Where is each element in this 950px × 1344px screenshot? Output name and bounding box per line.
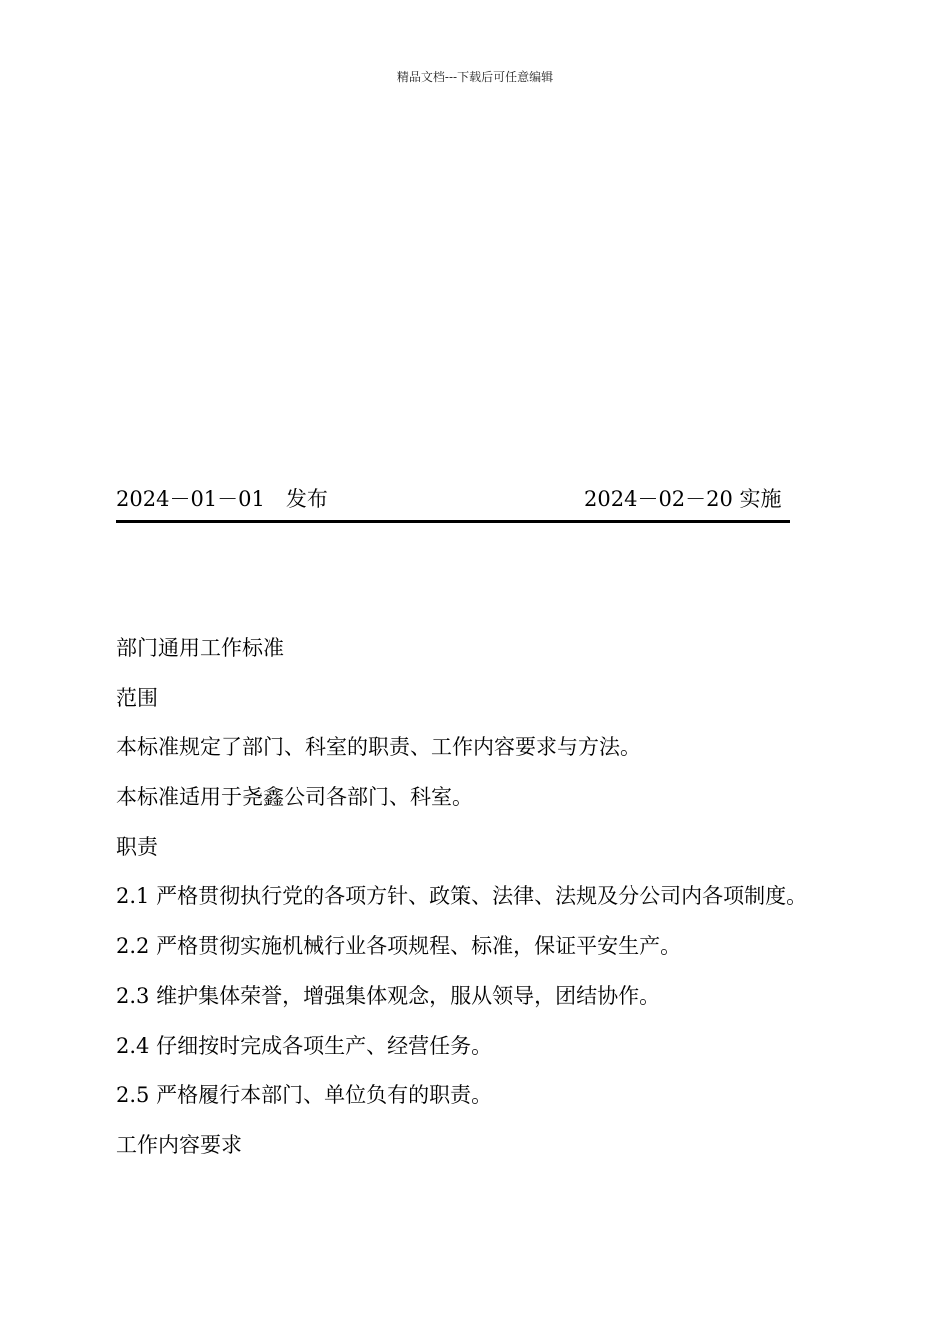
implement-date: 2024－02－20 实施 <box>584 487 782 511</box>
list-item: 2.4 仔细按时完成各项生产、经营任务。 <box>116 1033 493 1058</box>
document-body <box>116 633 916 1180</box>
section-heading-scope: 范围 <box>116 685 158 710</box>
section-heading-duties: 职责 <box>116 834 158 859</box>
list-item: 2.5 严格履行本部门、单位负有的职责。 <box>116 1083 493 1108</box>
date-row <box>116 484 790 514</box>
list-item: 2.3 维护集体荣誉，增强集体观念，服从领导，团结协作。 <box>116 983 661 1008</box>
list-item: 2.1 严格贯彻执行党的各项方针、政策、法律、法规及分公司内各项制度。 <box>116 884 808 909</box>
document-title: 部门通用工作标准 <box>116 636 284 660</box>
list-item: 2.2 严格贯彻实施机械行业各项规程、标准，保证平安生产。 <box>116 934 682 959</box>
publish-date: 2024－01－01 发布 <box>116 487 328 511</box>
horizontal-rule <box>116 520 790 523</box>
paragraph: 本标准规定了部门、科室的职责、工作内容要求与方法。 <box>116 735 641 760</box>
paragraph: 本标准适用于尧鑫公司各部门、科室。 <box>116 785 473 810</box>
page-header: 精品文档---下载后可任意编辑 <box>396 70 554 84</box>
section-heading-work-content: 工作内容要求 <box>116 1132 242 1157</box>
